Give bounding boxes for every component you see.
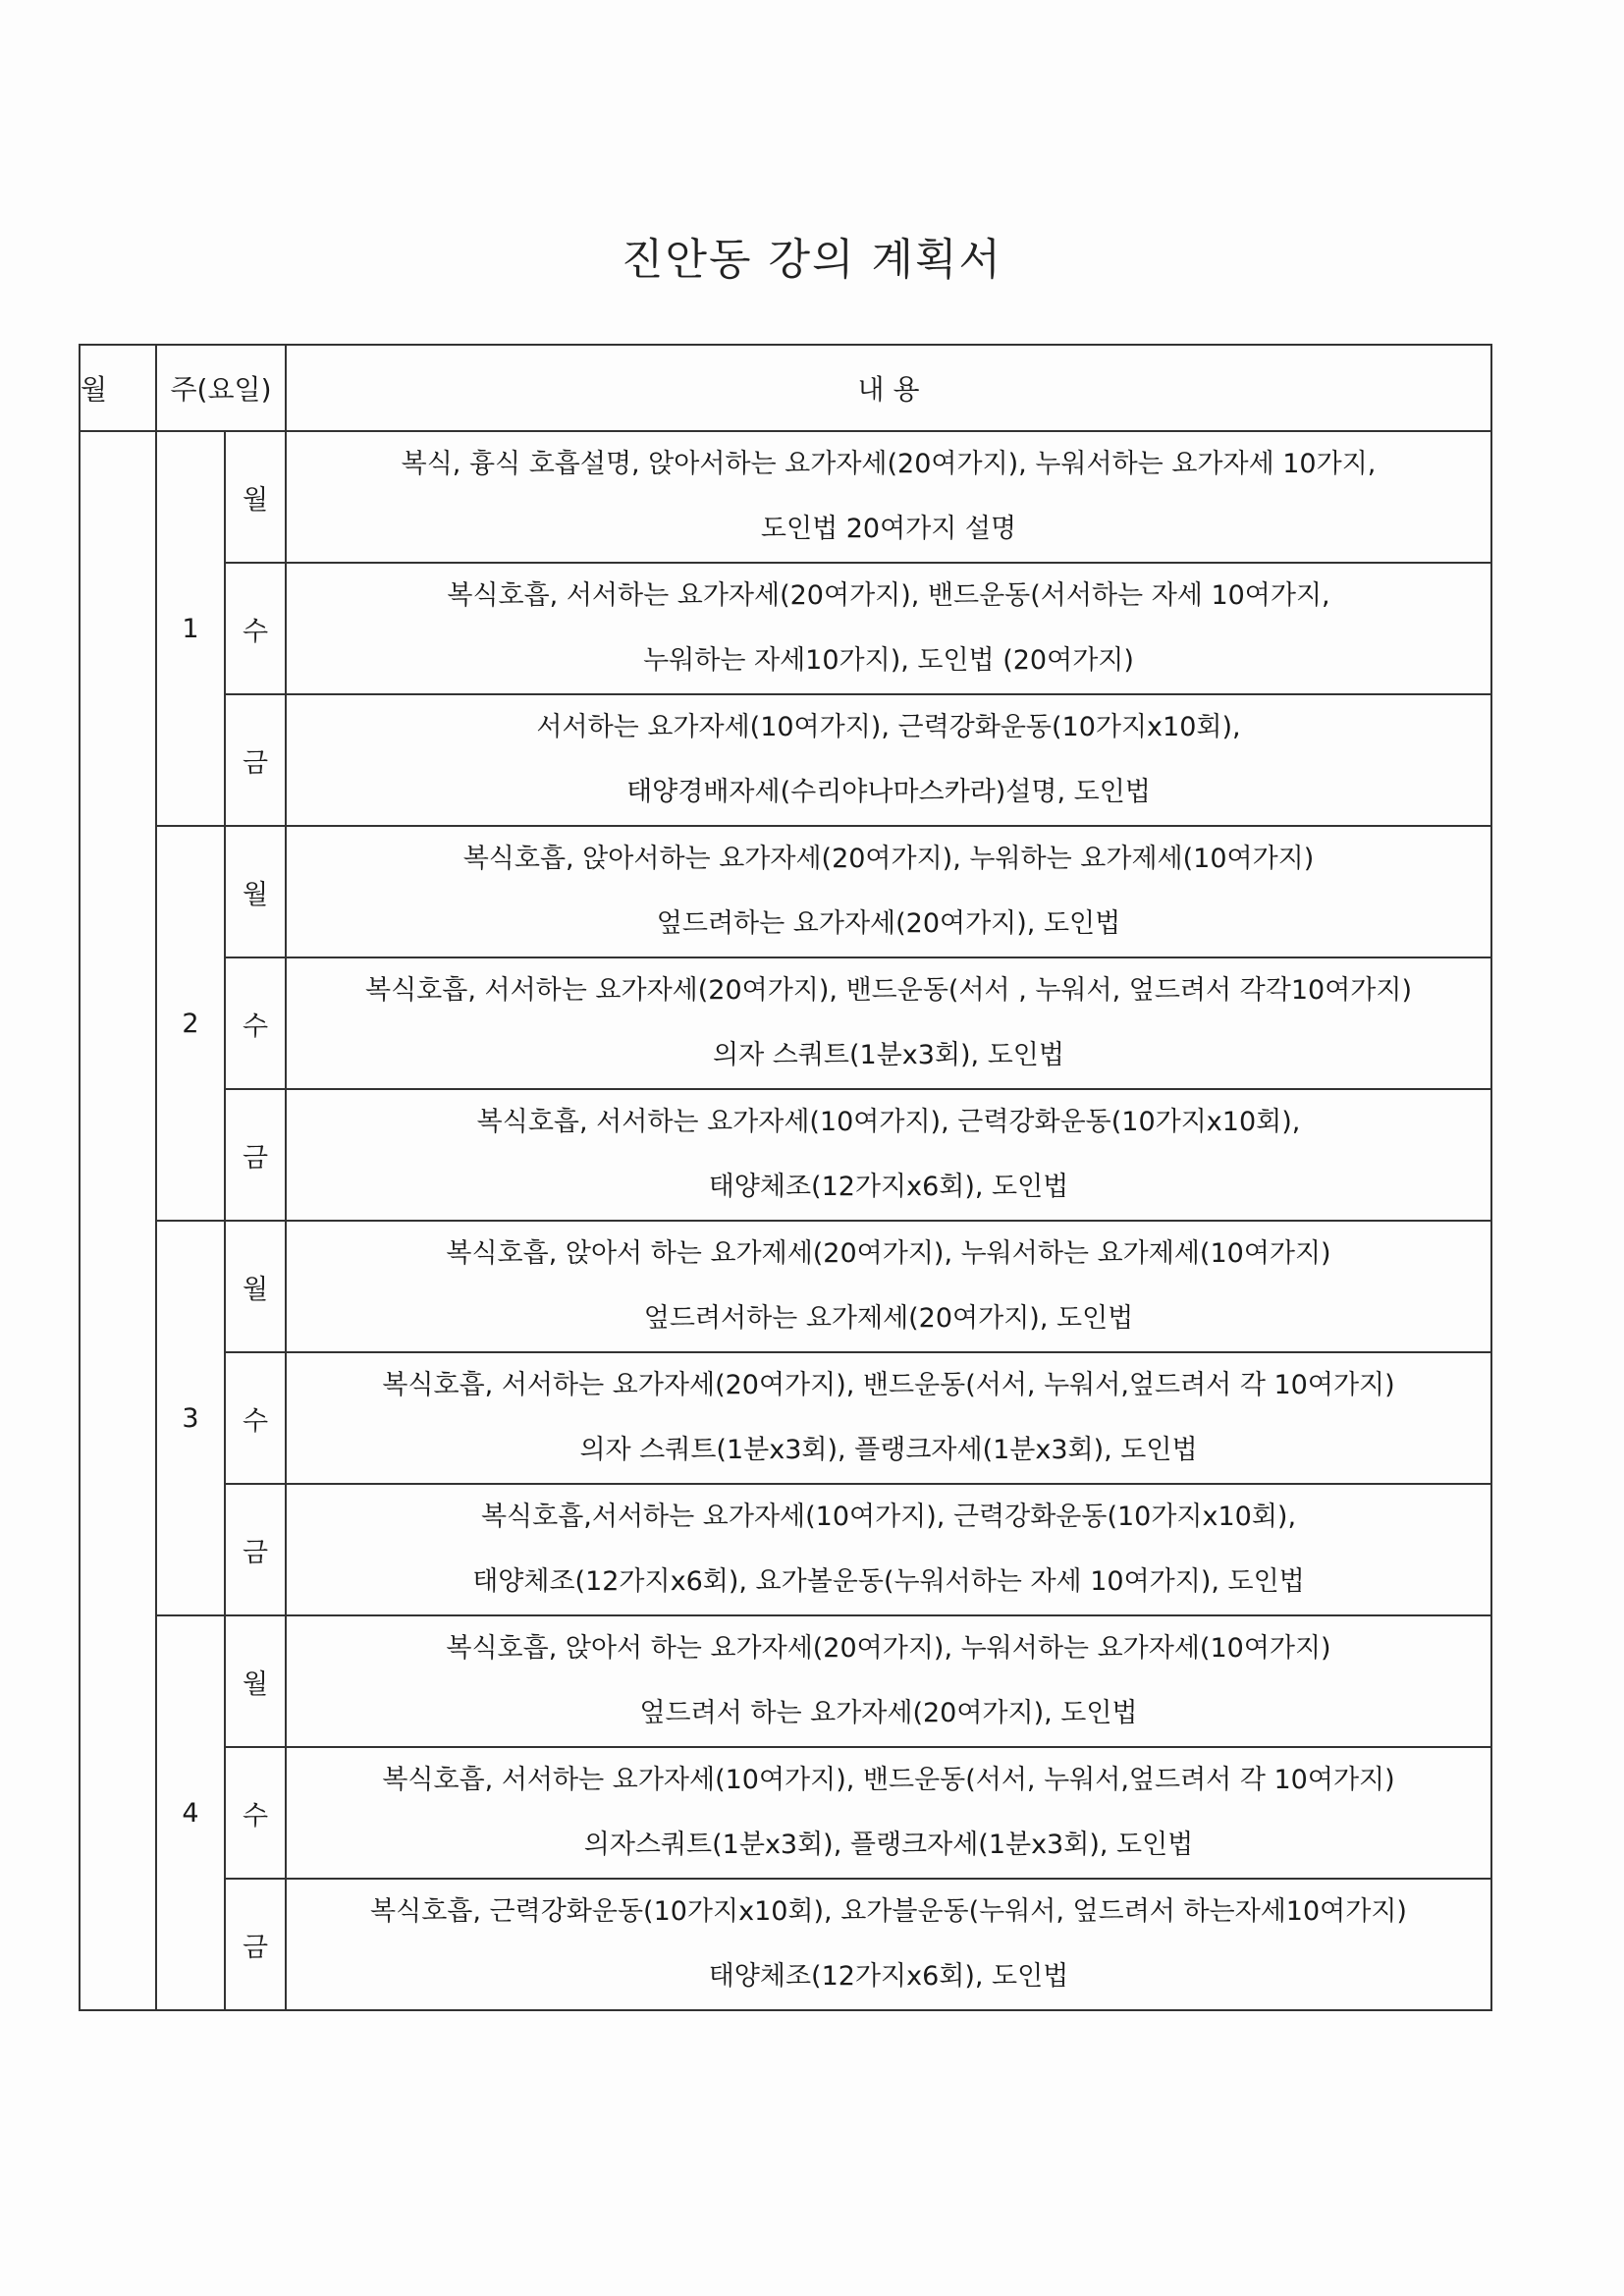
week-number: 2 xyxy=(156,826,225,1221)
week-number: 4 xyxy=(156,1615,225,2010)
day-name: 금 xyxy=(225,694,286,826)
lesson-content xyxy=(286,694,1491,826)
content-line: 복식호흡, 앉아서 하는 요가제세(20여가지), 누워서하는 요가제세(10여가지) xyxy=(446,1238,1331,1269)
content-line: 복식, 흉식 호흡설명, 앉아서하는 요가자세(20여가지), 누워서하는 요가자세 10가지, xyxy=(401,449,1377,479)
table-row xyxy=(80,1879,1491,2010)
document-title: 진안동 강의 계획서 xyxy=(621,235,1002,285)
day-name: 금 xyxy=(225,1484,286,1615)
header-week-day: 주(요일) xyxy=(156,345,286,431)
table-row xyxy=(80,1747,1491,1879)
day-name: 금 xyxy=(225,1089,286,1221)
content-line: 엎드려서하는 요가제세(20여가지), 도인법 xyxy=(643,1303,1134,1334)
lesson-content xyxy=(286,1221,1491,1352)
header-content: 내 용 xyxy=(286,345,1491,431)
content-line: 도인법 20여가지 설명 xyxy=(760,514,1017,544)
day-name: 월 xyxy=(225,1221,286,1352)
lesson-content xyxy=(286,826,1491,957)
lesson-content xyxy=(286,1615,1491,1747)
content-line: 태양체조(12가지x6회), 도인법 xyxy=(708,1172,1069,1202)
content-line: 복식호흡, 근력강화운동(10가지x10회), 요가블운동(누워서, 엎드려서 하는자세10여가지) xyxy=(370,1896,1407,1927)
content-line: 의자 스쿼트(1분x3회), 플랭크자세(1분x3회), 도인법 xyxy=(579,1435,1198,1465)
table-header-row xyxy=(80,345,1491,431)
content-line: 의자 스쿼트(1분x3회), 도인법 xyxy=(713,1040,1064,1070)
day-name: 월 xyxy=(225,431,286,563)
day-name: 월 xyxy=(225,826,286,957)
lesson-content xyxy=(286,1484,1491,1615)
content-line: 누워하는 자세10가지), 도인법 (20여가지) xyxy=(643,645,1134,676)
content-line: 복식호흡, 서서하는 요가자세(10여가지), 밴드운동(서서, 누워서,엎드려서 각 10여가지) xyxy=(382,1765,1395,1795)
content-line: 복식호흡, 앉아서 하는 요가자세(20여가지), 누워서하는 요가자세(10여가지) xyxy=(446,1633,1331,1664)
lesson-content xyxy=(286,1747,1491,1879)
table-row xyxy=(80,957,1491,1089)
week-number: 1 xyxy=(156,431,225,826)
table-row xyxy=(80,563,1491,694)
content-line: 엎드려하는 요가자세(20여가지), 도인법 xyxy=(656,908,1121,939)
header-month: 월 xyxy=(80,345,156,431)
content-line: 서서하는 요가자세(10여가지), 근력강화운동(10가지x10회), xyxy=(536,712,1241,742)
table-row xyxy=(80,431,1491,563)
table-row xyxy=(80,694,1491,826)
table-row xyxy=(80,826,1491,957)
table-row xyxy=(80,1484,1491,1615)
table-row xyxy=(80,1221,1491,1352)
day-name: 월 xyxy=(225,1615,286,1747)
day-name: 금 xyxy=(225,1879,286,2010)
content-line: 복식호흡, 서서하는 요가자세(10여가지), 근력강화운동(10가지x10회), xyxy=(476,1107,1301,1137)
lecture-plan-table xyxy=(79,344,1492,2011)
content-line: 복식호흡, 앉아서하는 요가자세(20여가지), 누워하는 요가제세(10여가지) xyxy=(462,844,1315,874)
content-line: 복식호흡, 서서하는 요가자세(20여가지), 밴드운동(서서, 누워서,엎드려서 각 10여가지) xyxy=(382,1370,1395,1400)
day-name: 수 xyxy=(225,563,286,694)
content-line: 복식호흡,서서하는 요가자세(10여가지), 근력강화운동(10가지x10회), xyxy=(480,1502,1297,1532)
content-line: 복식호흡, 서서하는 요가자세(20여가지), 밴드운동(서서하는 자세 10여가지, xyxy=(447,580,1330,611)
lesson-content xyxy=(286,957,1491,1089)
day-name: 수 xyxy=(225,1747,286,1879)
lesson-content xyxy=(286,1089,1491,1221)
lesson-content xyxy=(286,431,1491,563)
content-line: 엎드려서 하는 요가자세(20여가지), 도인법 xyxy=(639,1698,1138,1728)
week-number: 3 xyxy=(156,1221,225,1615)
table-row xyxy=(80,1615,1491,1747)
lesson-content xyxy=(286,1879,1491,2010)
lesson-content xyxy=(286,1352,1491,1484)
content-line: 복식호흡, 서서하는 요가자세(20여가지), 밴드운동(서서 , 누워서, 엎드려서 각각10여가지) xyxy=(365,975,1412,1006)
month-cell xyxy=(80,431,156,2010)
content-line: 태양경배자세(수리야나마스카라)설명, 도인법 xyxy=(626,777,1151,807)
content-line: 의자스쿼트(1분x3회), 플랭크자세(1분x3회), 도인법 xyxy=(583,1830,1194,1860)
day-name: 수 xyxy=(225,1352,286,1484)
content-line: 태양체조(12가지x6회), 도인법 xyxy=(708,1961,1069,1992)
table-row xyxy=(80,1352,1491,1484)
content-line: 태양체조(12가지x6회), 요가볼운동(누워서하는 자세 10여가지), 도인법 xyxy=(472,1566,1305,1597)
table-row xyxy=(80,1089,1491,1221)
day-name: 수 xyxy=(225,957,286,1089)
lesson-content xyxy=(286,563,1491,694)
